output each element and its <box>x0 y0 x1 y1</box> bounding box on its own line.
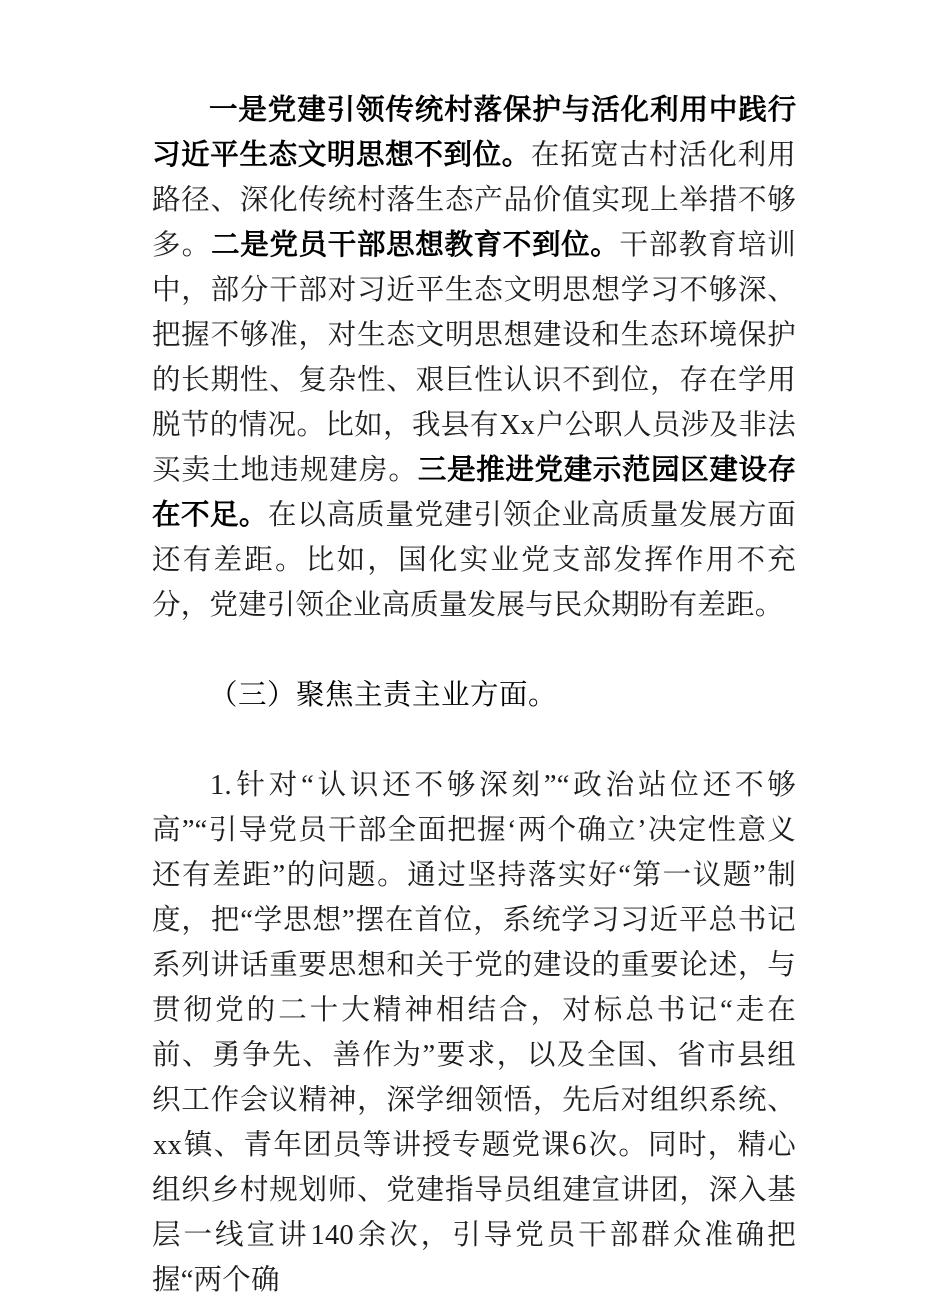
text-run-latin: 140 <box>310 1220 354 1251</box>
document-body <box>152 88 796 1303</box>
text-run-normal: 针对“认识还不够深刻”“政治站位还不够高”“引导党员干部全面把握‘两个确立’决定性意义还有差距”的问题。通过坚持落实好“第一议题”制度，把“学思想”摆在首位，系统学习习近平总书记系列讲话重要思想和关于党的建设的重要论述，与贯彻党的二十大精神相结合，对标总书记“走在前、勇争先、善作为”要求，以及全国、省市县组织工作会议精神，深学细领悟，先后对组织系统、 <box>152 770 796 1116</box>
text-run-normal: 镇、青年团员等讲授专题党课 <box>182 1130 572 1161</box>
text-run-normal: 次。同时，精心组织乡村规划师、党建指导员组建宣讲团，深入基层一线宣讲 <box>152 1130 796 1251</box>
text-run-latin: 1. <box>210 770 232 801</box>
section-heading-three: （三）聚焦主责主业方面。 <box>209 679 558 711</box>
text-run-normal: 户公职人员涉及非法买卖土地违规建房。 <box>152 410 796 486</box>
text-run-bold: 三是推进党建示范园区建设存在不足。 <box>152 454 796 531</box>
text-run-bold: 一是党建引领传统村落保护与活化利用中践行习近平生态文明思想不到位。 <box>152 94 796 171</box>
text-run-latin: xx <box>153 1130 182 1161</box>
text-run-normal: 干部教育培训中，部分干部对习近平生态文明思想学习不够深、把握不够准，对生态文明思想建设和生态环境保护的长期性、复杂性、艰巨性认识不到位，存在学用脱节的情况。比如，我县有 <box>152 230 796 441</box>
text-run-normal: 在拓宽古村活化利用路径、深化传统村落生态产品价值实现上举措不够多。 <box>152 140 796 261</box>
text-run-bold: 二是党员干部思想教育不到位。 <box>211 229 620 261</box>
text-run-latin: Xx <box>499 410 535 441</box>
paragraph-problems-list <box>152 88 796 628</box>
text-run-normal: 余次，引导党员干部群众准确把握“两个确 <box>152 1220 796 1296</box>
text-run-normal: 在以高质量党建引领企业高质量发展方面还有差距。比如，国化实业党支部发挥作用不充分，党建引领企业高质量发展与民众期盼有差距。 <box>152 500 796 621</box>
text-run-latin: 6 <box>572 1130 587 1161</box>
paragraph-item-one <box>152 763 796 1303</box>
